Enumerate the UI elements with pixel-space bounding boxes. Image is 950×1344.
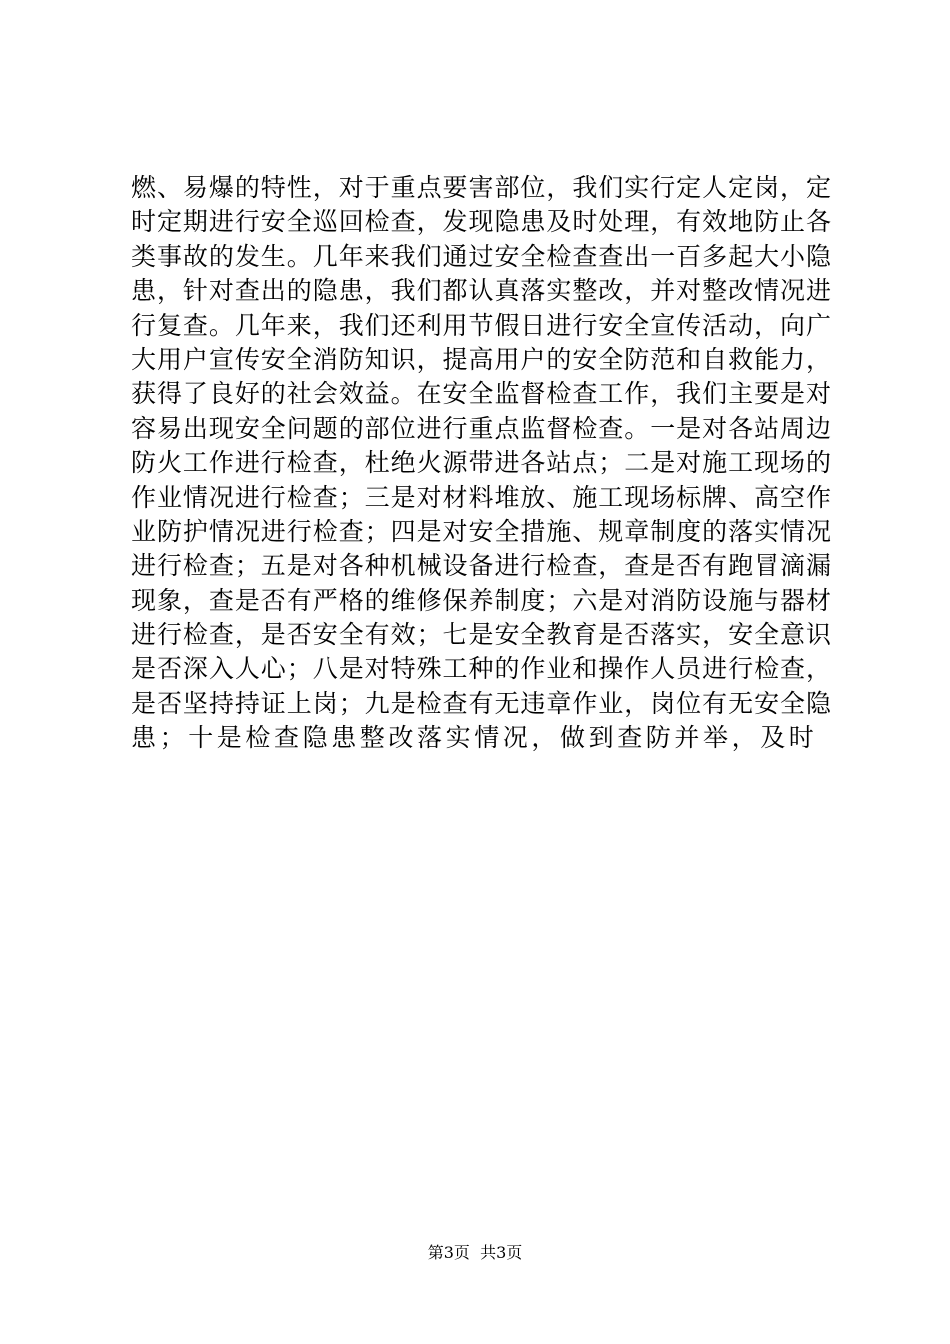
text-line: 患；十是检查隐患整改落实情况，做到查防并举，及时 xyxy=(131,723,818,753)
text-line: 容易出现安全问题的部位进行重点监督检查。一是对各站周边 xyxy=(131,413,831,443)
text-line: 是否坚持持证上岗；九是检查有无违章作业，岗位有无安全隐 xyxy=(131,688,831,718)
text-line: 患，针对查出的隐患，我们都认真落实整改，并对整改情况进 xyxy=(131,276,831,306)
text-line: 获得了良好的社会效益。在安全监督检查工作，我们主要是对 xyxy=(131,379,831,409)
text-line: 大用户宣传安全消防知识，提高用户的安全防范和自救能力， xyxy=(131,344,831,374)
body-paragraph xyxy=(131,171,831,756)
text-line: 行复查。几年来，我们还利用节假日进行安全宣传活动，向广 xyxy=(131,310,831,340)
text-line: 防火工作进行检查，杜绝火源带进各站点；二是对施工现场的 xyxy=(131,448,831,478)
text-line: 作业情况进行检查；三是对材料堆放、施工现场标牌、高空作 xyxy=(131,482,831,512)
text-line: 进行检查，是否安全有效；七是安全教育是否落实，安全意识 xyxy=(131,620,831,650)
text-line: 是否深入人心；八是对特殊工种的作业和操作人员进行检查， xyxy=(131,654,831,684)
text-line: 进行检查；五是对各种机械设备进行检查，查是否有跑冒滴漏 xyxy=(131,551,831,581)
text-line: 燃、易爆的特性，对于重点要害部位，我们实行定人定岗，定 xyxy=(131,173,831,202)
page-footer: 第3页 共3页 xyxy=(427,1243,523,1262)
text-line: 时定期进行安全巡回检查，发现隐患及时处理，有效地防止各 xyxy=(131,207,831,237)
text-line: 类事故的发生。几年来我们通过安全检查查出一百多起大小隐 xyxy=(131,241,831,271)
text-line: 现象，查是否有严格的维修保养制度；六是对消防设施与器材 xyxy=(131,585,831,615)
text-line: 业防护情况进行检查；四是对安全措施、规章制度的落实情况 xyxy=(131,516,831,546)
